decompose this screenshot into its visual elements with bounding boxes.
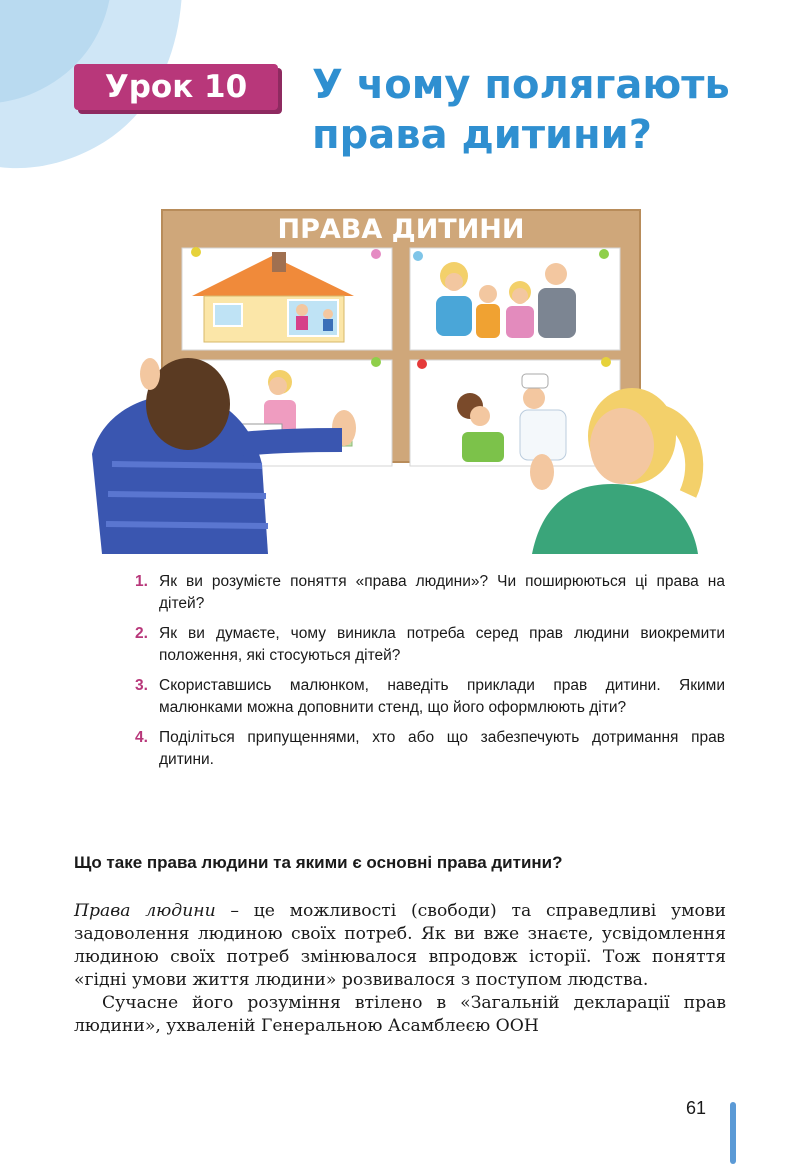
list-item: [135, 727, 725, 771]
body-text: [74, 900, 726, 1038]
paragraph: [74, 900, 726, 992]
board-title: ПРАВА ДИТИНИ: [277, 214, 525, 245]
lesson-title: [312, 60, 752, 160]
section-heading: Що таке права людини та якими є основні права дитини?: [74, 853, 563, 872]
paragraph: Сучасне його розуміння втілено в «Загальній декларації прав людини», ухваленій Генеральною Асамблеєю ООН: [74, 993, 726, 1036]
lesson-badge: [74, 64, 278, 110]
list-item: [135, 571, 725, 615]
page-edge-bar: [730, 1102, 736, 1164]
list-item: [135, 675, 725, 719]
question-text: Поділіться припущеннями, хто або що забезпечують дотримання прав дитини.: [159, 729, 725, 768]
lesson-title-line1: У чому полягають: [312, 62, 730, 108]
rights-board-illustration: [92, 204, 712, 554]
question-text: Скориставшись малюнком, наведіть приклади прав дитини. Якими малюнками можна доповнити стенд, що його оформлюють діти?: [159, 677, 725, 716]
question-number: 2.: [135, 625, 148, 642]
term-highlight: Права людини: [74, 901, 216, 921]
discussion-questions: [135, 571, 725, 779]
paragraph-text: – це можливості (свободи) та справедливі умови задоволення людиною своїх потреб. Як ви вже знаєте, усвідомлення людиною своїх потреб змінювалося впродовж історії. Тож поняття «гідні умови життя людини» розвивалося з поступом людства.: [74, 901, 726, 990]
lesson-title-line2: права дитини?: [312, 112, 652, 158]
question-text: Як ви думаєте, чому виникла потреба серед прав людини виокремити положення, які стосуються дітей?: [159, 625, 725, 664]
lesson-badge-label: Урок 10: [104, 69, 248, 105]
page-number: 61: [686, 1098, 707, 1118]
list-item: [135, 623, 725, 667]
question-number: 1.: [135, 573, 148, 590]
question-number: 3.: [135, 677, 148, 694]
question-number: 4.: [135, 729, 148, 746]
question-text: Як ви розумієте поняття «права людини»? Чи поширюються ці права на дітей?: [159, 573, 725, 612]
